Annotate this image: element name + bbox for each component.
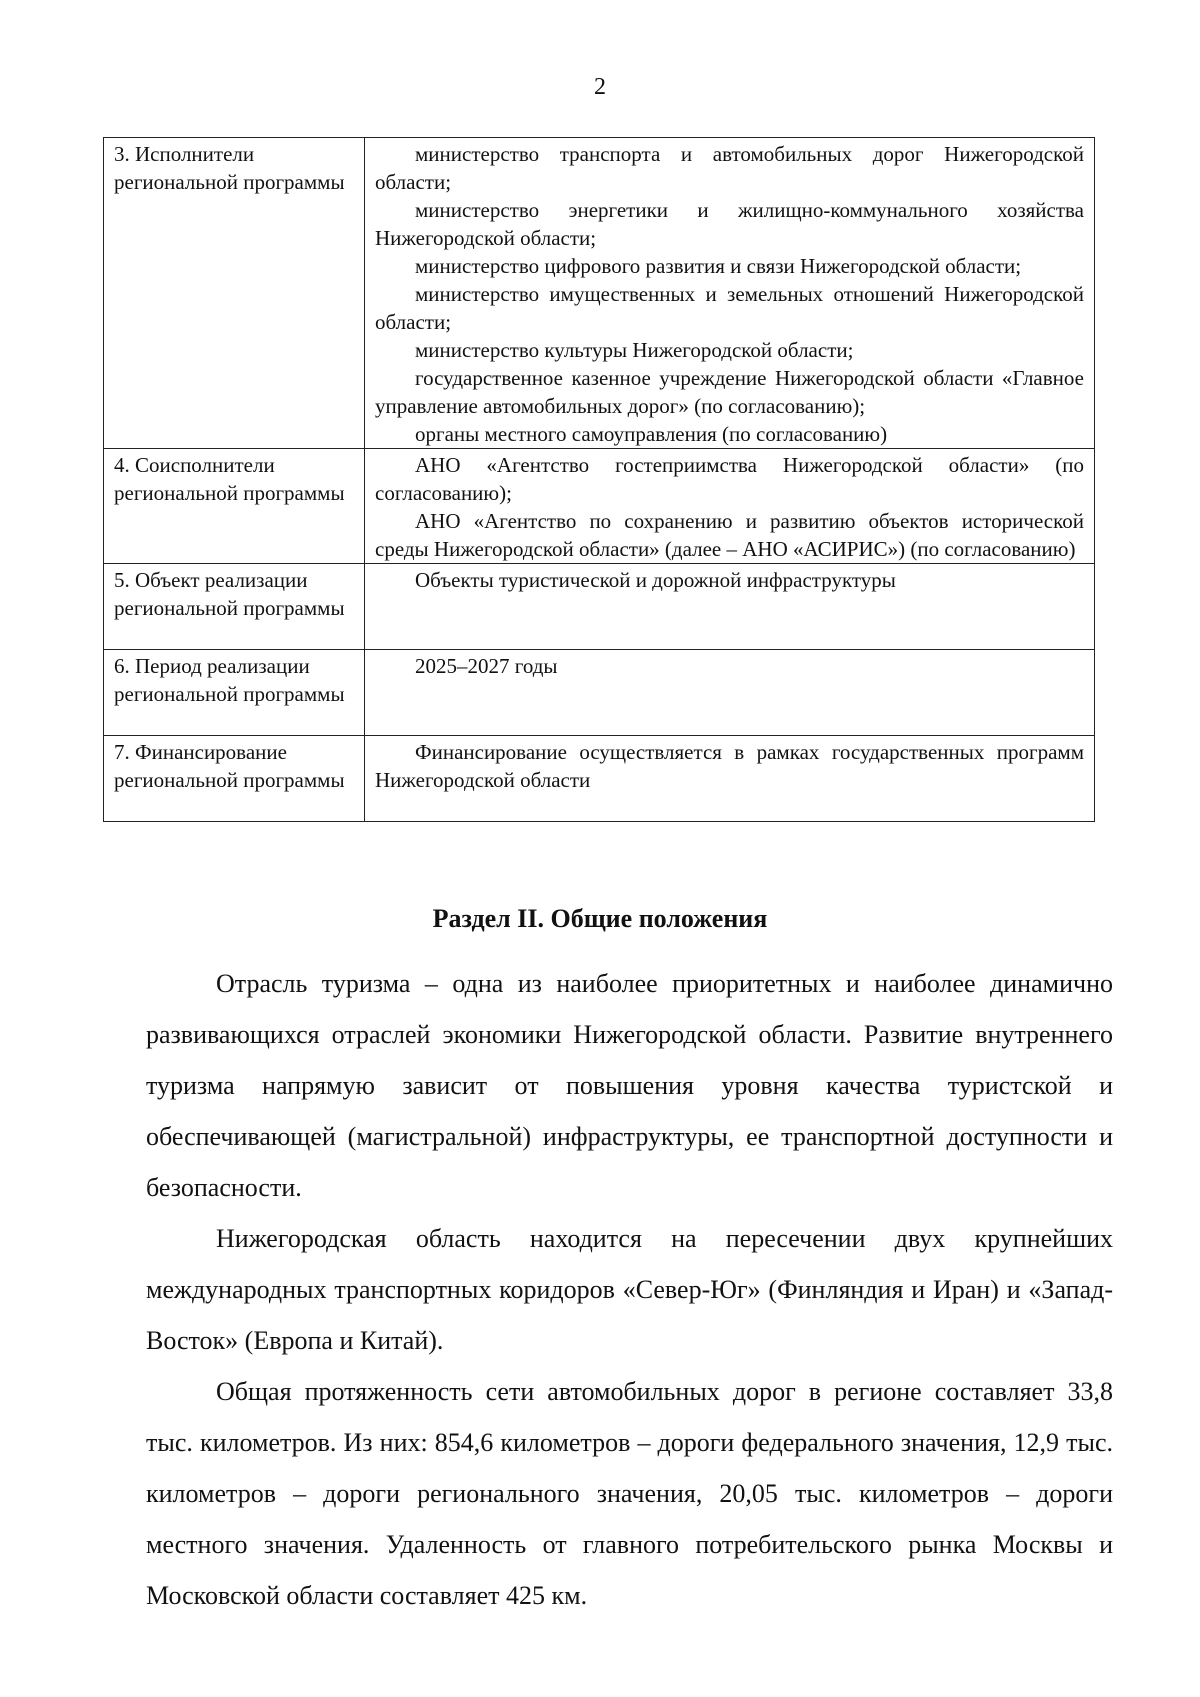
list-item: АНО «Агентство по сохранению и развитию объектов исторической среды Нижегородской области» (далее – АНО «АСИРИС») (по согласованию) [375,509,1084,561]
paragraph: Общая протяженность сети автомобильных дорог в регионе составляет 33,8 тыс. километров. Из них: 854,6 километров – дороги федерального значения, 12,9 тыс. километров – дороги регионального значения, 20,05 тыс. километров – дороги местного значения. Удаленность от главного потребительского рынка Москвы и Московской области составляет 425 км. [146,1377,1113,1610]
list-item: АНО «Агентство гостеприимства Нижегородской области» (по согласованию); [375,453,1084,505]
row-label: 4. Соисполнители региональной программы [104,449,365,564]
paragraph: Нижегородская область находится на пересечении двух крупнейших международных транспортных коридоров «Север-Юг» (Финляндия и Иран) и «Запад-Восток» (Европа и Китай). [146,1224,1113,1355]
list-item: министерство транспорта и автомобильных дорог Нижегородской области; [375,142,1084,194]
list-item: министерство имущественных и земельных отношений Нижегородской области; [375,282,1084,334]
table-row [104,449,1095,564]
row-content [365,564,1095,650]
list-item: министерство культуры Нижегородской области; [415,338,854,362]
section-heading: Раздел II. Общие положения [432,904,768,933]
table-row [104,736,1095,822]
row-label: 6. Период реализации региональной программы [104,650,365,736]
row-label: 5. Объект реализации региональной программы [104,564,365,650]
row-content [365,138,1095,449]
program-passport-table [103,137,1095,822]
row-content [365,736,1095,822]
table-row [104,564,1095,650]
row-label: 3. Исполнители региональной программы [104,138,365,449]
page-number: 2 [594,74,606,100]
row-content [365,650,1095,736]
body-text [146,958,1113,1621]
list-item: органы местного самоуправления (по согласованию) [415,422,888,446]
list-item: государственное казенное учреждение Нижегородской области «Главное управление автомобильных дорог» (по согласованию); [375,366,1084,418]
table-row [104,650,1095,736]
list-item: 2025–2027 годы [415,654,558,678]
list-item: Финансирование осуществляется в рамках государственных программ Нижегородской области [375,740,1084,792]
list-item: министерство цифрового развития и связи Нижегородской области; [415,254,1022,278]
row-label: 7. Финансирование региональной программы [104,736,365,822]
row-content [365,449,1095,564]
paragraph: Отрасль туризма – одна из наиболее приоритетных и наиболее динамично развивающихся отраслей экономики Нижегородской области. Развитие внутреннего туризма напрямую зависит от повышения уровня качества туристской и обеспечивающей (магистральной) инфраструктуры, ее транспортной доступности и безопасности. [146,969,1113,1202]
list-item: министерство энергетики и жилищно-коммунального хозяйства Нижегородской области; [375,198,1084,250]
list-item: Объекты туристической и дорожной инфраструктуры [415,568,896,592]
table-row [104,138,1095,449]
